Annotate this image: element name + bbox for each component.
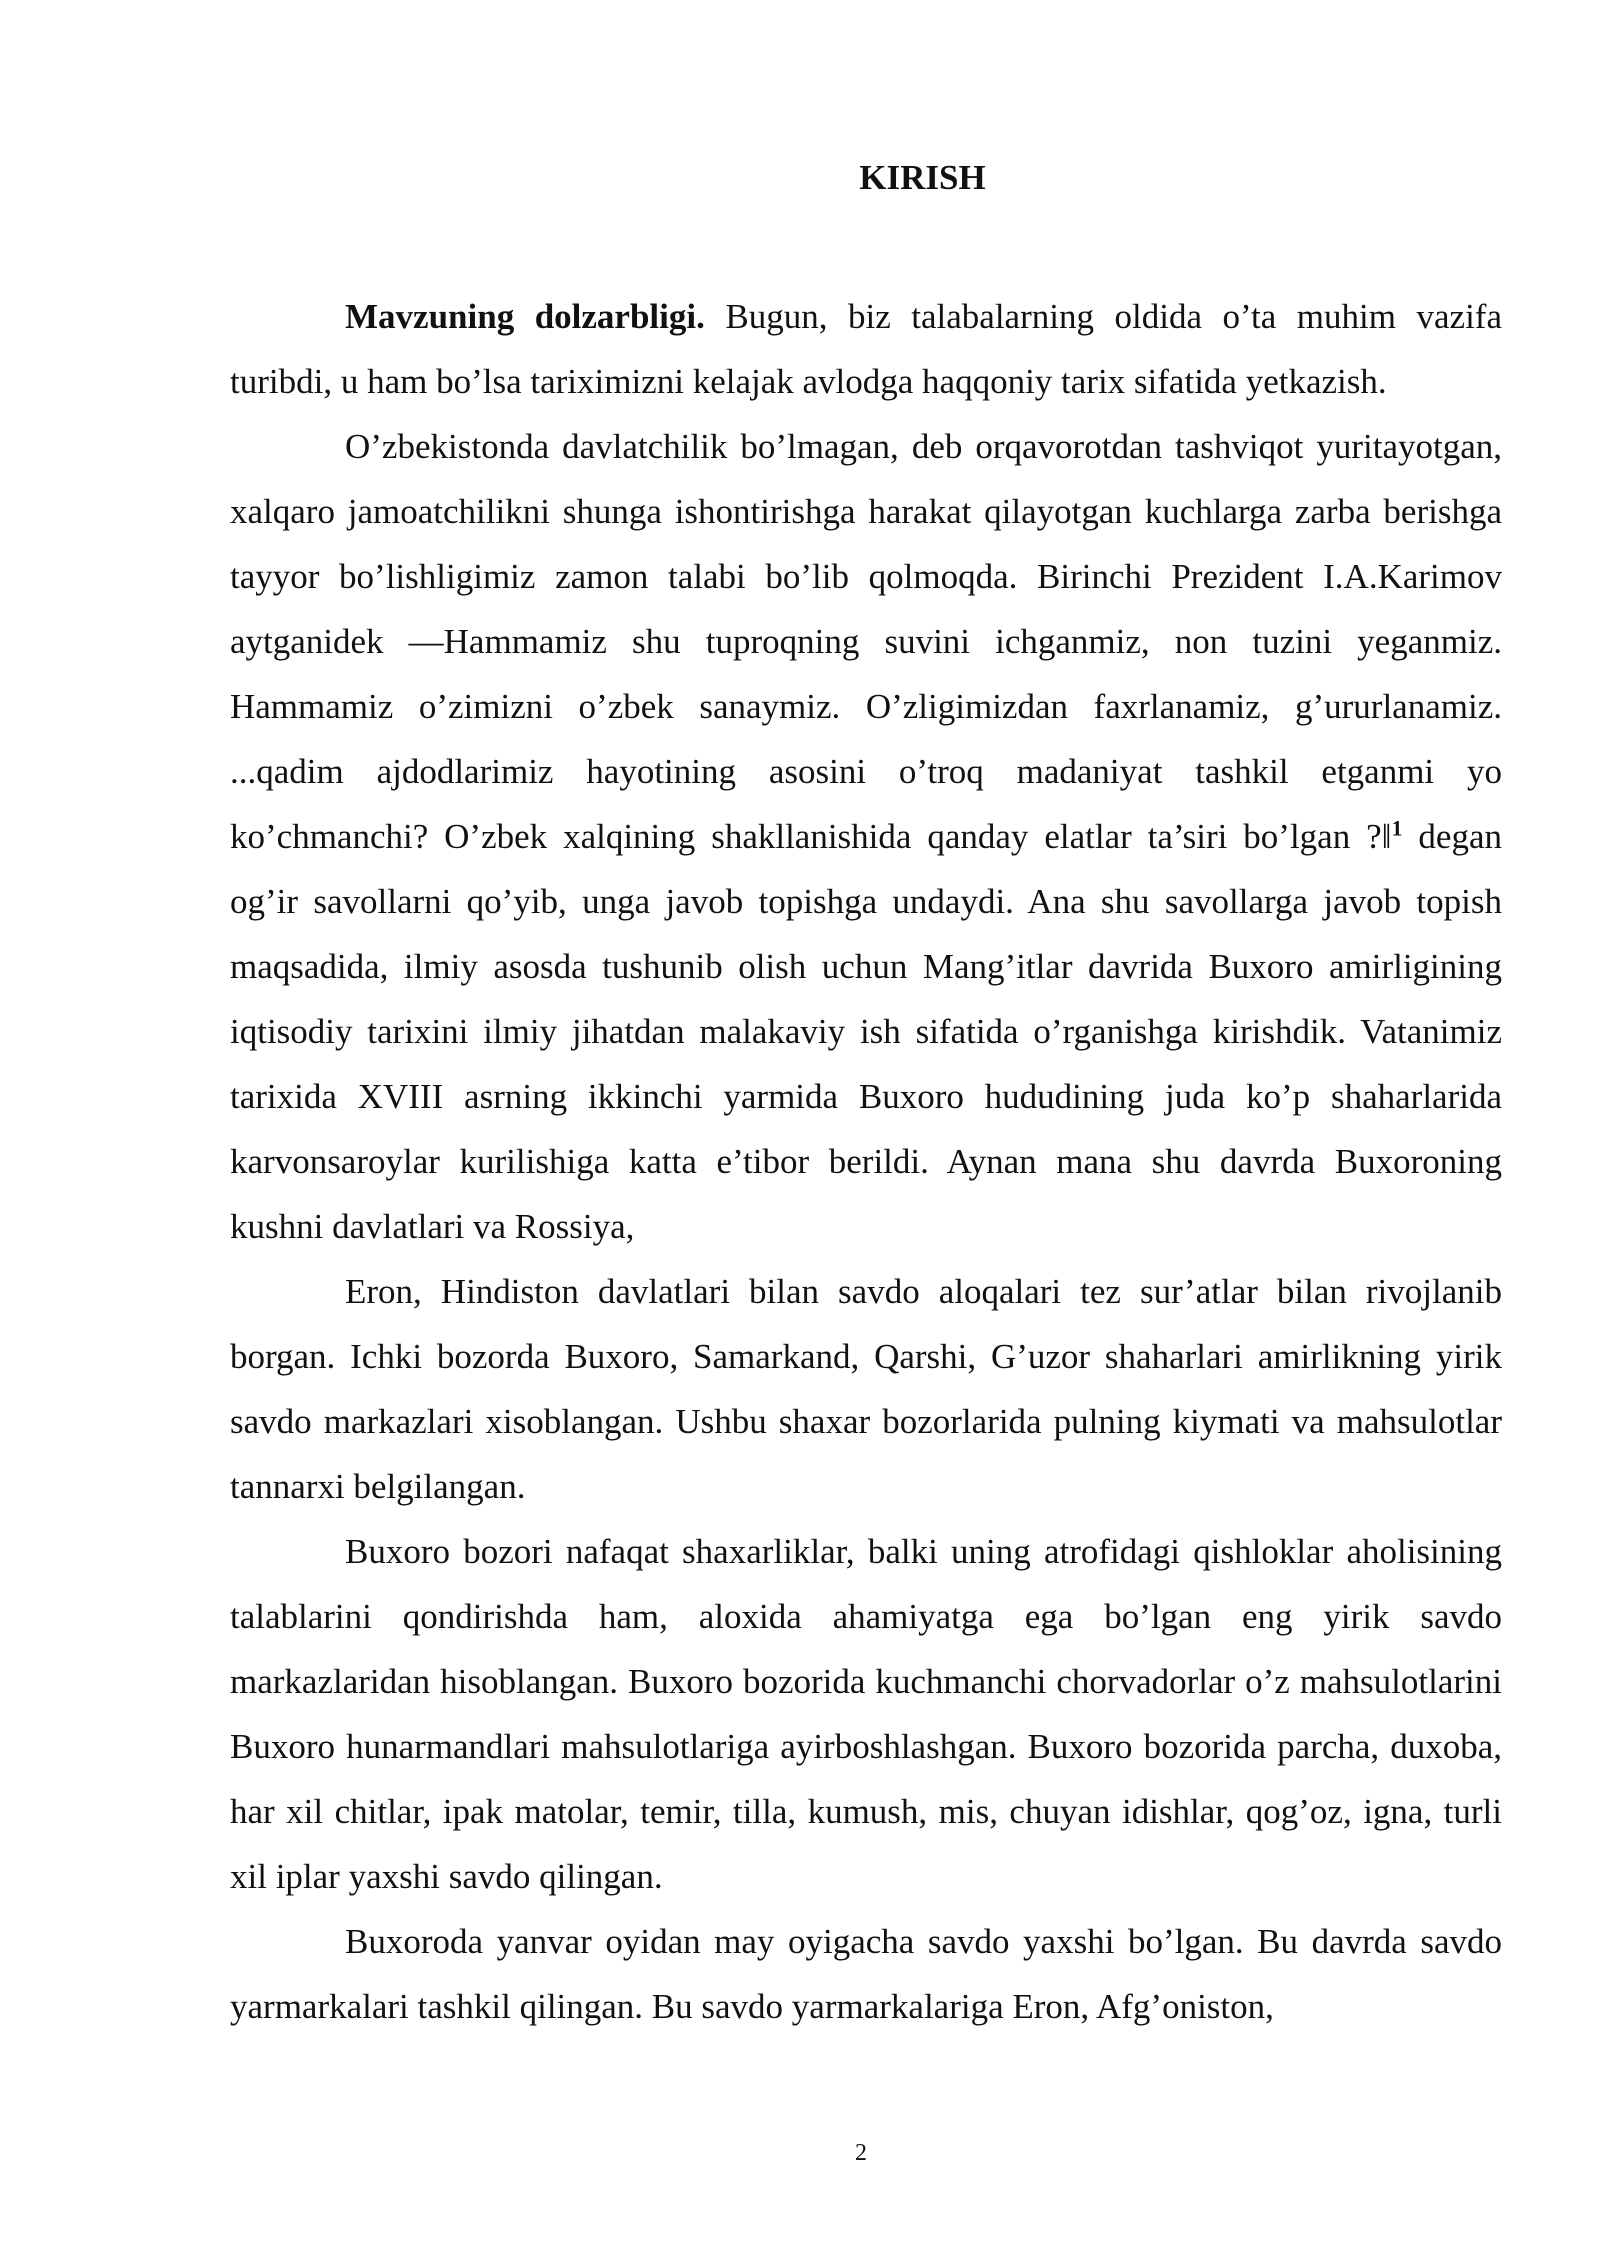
paragraph-text: O’zbekistonda davlatchilik bo’lmagan, deb orqavorotdan tashviqot yuritayotgan, xalqaro jamoatchilikni shunga ishontirishga harakat qilayotgan kuchlarga zarba berishga tayyor bo’lishligimiz zamon talabi bo’lib qolmoqda. Birinchi Prezident I.A.Karimov aytganidek ―Hammamiz shu tuproqning suvini ichganmiz, non tuzini yeganmiz. Hammamiz o’zimizni o’zbek sanaymiz. O’zligimizdan faxrlanamiz, g’ururlanamiz. ...qadim ajdodlarimiz hayotining asosini o’troq madaniyat tashkil etganmi yo ko’chmanchi? O’zbek xalqining shakllanishida qanday elatlar ta’siri bo’lgan ?‖ <box>230 427 1502 856</box>
paragraph-text-continued: degan og’ir savollarni qo’yib, unga javob topishga undaydi. Ana shu savollarga javob topish maqsadida, ilmiy asosda tushunib olish uchun Mang’itlar davrida Buxoro amirligining iqtisodiy tarixini ilmiy jihatdan malakaviy ish sifatida o’rganishga kirishdik. Vatanimiz tarixida XVIII asrning ikkinchi yarmida Buxoro hududining juda ko’p shaharlarida karvonsaroylar kurilishiga katta e’tibor berildi. Aynan mana shu davrda Buxoroning kushni davlatlari va Rossiya, <box>230 817 1502 1246</box>
paragraph-lead: Mavzuning dolzarbligi. <box>345 297 705 336</box>
paragraph-5 <box>230 1909 1502 2039</box>
paragraph-3 <box>230 1259 1502 1519</box>
paragraph-text: Buxoroda yanvar oyidan may oyigacha savdo yaxshi bo’lgan. Bu davrda savdo yarmarkalari tashkil qilingan. Bu savdo yarmarkalariga Eron, Afg’oniston, <box>230 1922 1502 2026</box>
paragraph-text: Buxoro bozori nafaqat shaxarliklar, balki uning atrofidagi qishloklar aholisining talablarini qondirishda ham, aloxida ahamiyatga ega bo’lgan eng yirik savdo markazlaridan hisoblangan. Buxoro bozorida kuchmanchi chorvadorlar o’z mahsulotlarini Buxoro hunarmandlari mahsulotlariga ayirboshlashgan. Buxoro bozorida parcha, duxoba, har xil chitlar, ipak matolar, temir, tilla, kumush, mis, chuyan idishlar, qog’oz, igna, turli xil iplar yaxshi savdo qilingan. <box>230 1532 1502 1896</box>
paragraph-text: Bugun, biz talabalarning oldida o’ta muhim vazifa turibdi, u ham bo’lsa tariximizni kelajak avlodga haqqoniy tarix sifatida yetkazish. <box>230 297 1502 401</box>
footnote-marker: 1 <box>1391 815 1403 841</box>
body-text <box>230 284 1502 2039</box>
paragraph-2 <box>230 414 1502 1259</box>
page-title: KIRISH <box>859 158 986 197</box>
page-number: 2 <box>855 2140 867 2166</box>
paragraph-1 <box>230 284 1502 414</box>
paragraph-text: Eron, Hindiston davlatlari bilan savdo aloqalari tez sur’atlar bilan rivojlanib borgan. Ichki bozorda Buxoro, Samarkand, Qarshi, G’uzor shaharlari amirlikning yirik savdo markazlari xisoblangan. Ushbu shaxar bozorlarida pulning kiymati va mahsulotlar tannarxi belgilangan. <box>230 1272 1502 1506</box>
paragraph-4 <box>230 1519 1502 1909</box>
